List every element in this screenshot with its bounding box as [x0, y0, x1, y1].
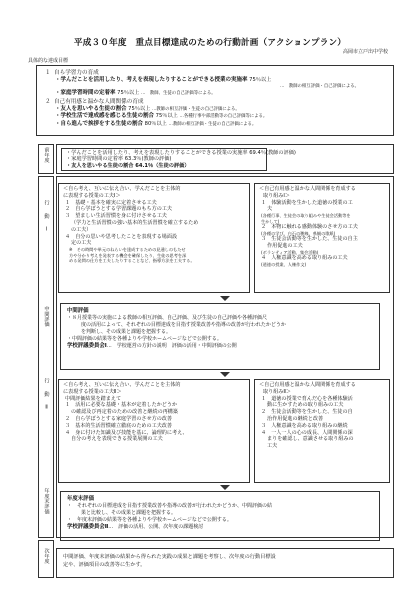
page-title: 平成３０年度 重点目標達成のための行動計画（アクションプラン） — [73, 38, 347, 48]
prev-year-box — [56, 144, 394, 174]
arrow-down-icon — [220, 372, 230, 377]
mid-evaluation-heading: 中間評価 — [67, 308, 89, 314]
prev-year-results — [61, 148, 296, 171]
action-1-relationships: ＜自己有用感と温かな人間関係を育成する 取り組みⅠ＞ １ 体験活動を生かした道徳の授業の工 夫 (各種行事、生徒会の取り組みや生徒会活動等を 生かして) ２ 本物に触れる感動体験のさせ方の工夫 (各種の学び、白石の稜線、県観の歌紙) ３ 生徒会活動等を生かした、生徒の自主 作用促進の工夫 (ボランティア活動、集会活動) ４ 人権意識を高める取り組みの工夫 (道徳の授業、人権作文) — [254, 183, 390, 293]
action-2-lessons: ＜自ら考え、互いに伝え合い、学んだことを主体的 に表現する授業の工夫Ⅱ＞ 中間評価結果を踏まえて １ 活用に必要な基礎・基本が定着したかどうか の確認及び再定着のための改善と継続の再構築 ２ 自ら学ぼうとする家庭学習のさせ方の改善 ３ 基本的生活習慣確立徹底のための工夫改善 ４ 身に付けた知識及び技能を基に、論理的に考え、 自分の考えを表現できる授業展開の工夫 — [58, 379, 250, 483]
council-1: 学校評議委員会Ⅰ… 学校運営の方針の説明 評価の活用・中間評価の公開 — [67, 343, 237, 349]
goal-2-item-1: ・友人を思いやる生徒の割合 75％以上 …教師の相互評価・生徒の自己評価による。 — [55, 105, 240, 112]
label-year-eval: 年度末評価 — [43, 488, 50, 514]
goal-1-item-2: ・家庭学習時間の定着率 75％以上 … 教師、生徒の自己評価等による。 — [55, 90, 216, 97]
goals-label: 具体的な達成目標 — [28, 58, 69, 64]
year-end-heading: 年度末評価 — [67, 496, 94, 502]
goal-2-item-2: ・学校生活で達成感を感じる生徒の割合 75％以上 …各種行事や部活動等の自己評価等による。 — [55, 113, 268, 120]
mid-evaluation-box: 中間評価 ・８月授業等の実施による教師の相互評価、自己評価、及び生徒の自己評価や各種評価尺 度の活用によって、それぞれの目標達成を目指す授業改善や指導の改善が行われたかどうか を判断し、その成果と課題を把握する。 ・中間評価の結果等を各種よりや学校ホームページなどで公開する。 学校評議委員会Ⅰ… 学校運営の方針の説明 評価の活用・中間評価の公開 — [60, 303, 380, 370]
goal-1-item-1-note: … 教師の相互評価・自己評価による。 — [279, 84, 359, 90]
prev-result-2: ・家庭学習時間の定着率 63.3％(教師の評価) — [66, 156, 172, 163]
action-1-lessons: ＜自ら考え、互いに伝え合い、学んだことを主体的 に表現する授業の工夫Ⅰ＞ １ 基礎・基本を確実に定着させる工夫 ２ 自ら学ぼうとする学習課題のもち方の工夫 ３ 望ましい生活習慣を身に付けさせる工夫 （学力と生活習慣の強い基本的生活習慣を確立するため の工夫） ４ 自分の思いや思考したことを表現する場面設 定の工夫 ※ その時間や単元のねらいを達成するための見通しのもたせ 方や分かり考えを発表する機会を確保したり、生徒の思考を深 める発問の仕方を工夫したりすることなど、指導方法を工夫する。 — [58, 183, 250, 293]
goal-1-item-1: ・学んだことを活用したり、考えを表現したりすることができる授業の実施率 75％以上 — [55, 77, 272, 83]
year-end-evaluation-box: 年度末評価 ・ それぞれの目標達成を目指す授業改善や指導の改善が行われたかどうか、中間評価の結 果と比較し、その成果と課題を把握する。 ・ 年度末評価の結果等を各種よりや学校ホームページなどで公開する。 学校評議委員会Ⅱ… 評価の活用、公開、次年度の課題検討 — [60, 491, 380, 541]
goal-2-heading: ２ 自己有用感と温かな人間関係の育成 — [45, 98, 144, 105]
arrow-down-icon — [220, 485, 230, 490]
goals-box — [36, 65, 394, 136]
label-next-year: 次年度 — [43, 548, 50, 564]
action-2-relationships: ＜自己有用感と温かな人間関係を育成する 取り組みⅡ＞ １ 道徳の授業で育んだ心を各種体験活 動に生かすための取り組みの工夫 ２ 生徒会活動等を生かした、生徒の自 治作用促進の継続と改善 ３ 人権意識を高める取り組みの継続 ４ 一人一人の心の成長、人間関係の深 まりを確認し、意識させる取り組みの 工夫 — [254, 379, 390, 483]
label-action-2: 行動Ⅱ — [43, 378, 50, 419]
goal-1-heading: １ 自ら学習力の育成 — [45, 70, 99, 76]
label-action-1: 行動Ⅰ — [43, 200, 50, 241]
arrow-down-icon — [220, 296, 230, 301]
label-prev-year: 前年度 — [43, 147, 50, 163]
label-mid-eval: 中間評価 — [43, 306, 50, 327]
prev-result-1: ・学んだことを活用したり、考えを表現したりすることができる授業の実施率 69.4％(教師の評価) — [66, 150, 296, 156]
school-name: 高岡市立戸出中学校 — [342, 49, 388, 55]
council-2: 学校評議委員会Ⅱ… 評価の活用、公開、次年度の課題検討 — [67, 524, 204, 530]
next-year-box: 中間評価、年度末評価の結果から得られた実践の成果と課題を考察し、次年度の行動目標設 定や、評価項目の改善等に生かす。 — [56, 548, 394, 578]
goal-2-item-3: ・自ら進んで挨拶をする生徒の割合 80％以上 …教師の相互評価・生徒の自己評価による。 — [55, 120, 257, 127]
prev-result-3: ・友人を思いやる生徒の割合 64.1％（生徒の評価） — [66, 162, 190, 169]
